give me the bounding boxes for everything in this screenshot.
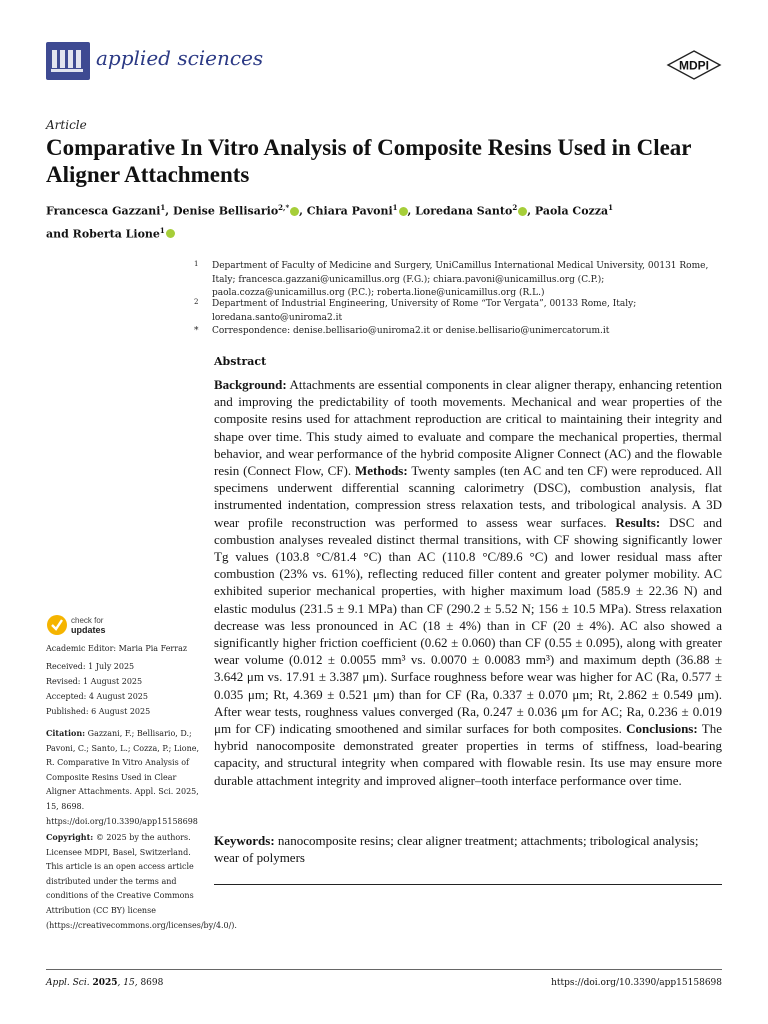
footer-doi-link[interactable]: https://doi.org/10.3390/app15158698 — [551, 978, 722, 988]
orcid-icon[interactable] — [166, 229, 175, 238]
author-name[interactable]: Loredana Santo — [415, 204, 513, 218]
abstract-body: Background: Attachments are essential components in clear aligner therapy, enhancing retention and improving the predictability of tooth movements. Mechanical and wear properties of the composite resins used for attachment reproduction are critical to maintaining their integrity and shape over time. This study aimed to evaluate and compare the mechanical properties, thermal behavior, and wear performance of the hybrid composite Aligner Connect (AC) and the flowable resin (Connect Flow, CF). Methods: Twenty samples (ten AC and ten CF) were reproduced. All specimens underwent differential scanning calorimetry (DSC), combustion analysis, flat instrumented indentation, compression stress relaxation tests, and tribological analysis. A 3D wear profile reconstruction was performed to assess wear surfaces. Results: DSC and combustion analyses revealed distinct thermal transitions, with CF showing significantly lower Tg values (103.8 °C/81.4 °C) than AC (110.8 °C/89.6 °C) and lower residual mass after combustion (23% vs. 61%), reflecting reduced filler content and greater polymer mobility. AC exhibited superior mechanical properties, with higher maximum load (585.9 ± 22.36 N) and elastic modulus (231.5 ± 9.1 MPa) than CF (290.2 ± 5.52 N; 156 ± 10.5 MPa). Stress relaxation decrease was less pronounced in AC (18 ± 4%) than in CF (20 ± 4%). AC also showed a significantly higher friction coefficient (0.62 ± 0.060) than CF (0.55 ± 0.095), along with greater wear volume (0.012 ± 0.0055 mm³ vs. 0.0070 ± 0.0083 mm³) and maximum depth (36.88 ± 3.642 μm vs. 17.91 ± 3.387 μm). Surface roughness before wear was higher for AC (Ra, 0.577 ± 0.035 μm; Rt, 4.369 ± 0.521 μm) than for CF (Ra, 0.337 ± 0.070 μm; Rt, 2.862 ± 0.549 μm). After wear tests, roughness values converged (Ra, 0.247 ± 0.036 μm for AC; Ra, 0.236 ± 0.019 μm for CF) indicating smoothened and similar surfaces for both composites. Conclusions: The hybrid nanocomposite demonstrated greater properties in terms of stiffness, load-bearing capacity, and structural integrity when compared with flowable resin. Its use may ensure more durable attachment integrity and improved aligner–tooth interface performance over time. — [214, 377, 723, 788]
svg-text:updates: updates — [71, 625, 106, 635]
published-date: Published: 6 August 2025 — [46, 707, 151, 716]
svg-text:check for: check for — [71, 616, 104, 625]
affiliation-1: 1 Department of Faculty of Medicine and Surgery, UniCamillus International Medical University, 00131 Rome, Italy; francesca.gazzani@unicamillus.org (F.G.); chiara.pavoni@unicamillus.org (C.P.); paola.cozza@unicamillus.org (P.C.); roberta.lione@unicamillus.org (R.L.) — [194, 260, 709, 298]
author-name[interactable]: Chiara Pavoni — [306, 204, 393, 218]
footer-divider — [46, 969, 722, 970]
academic-editor: Academic Editor: Maria Pia Ferraz — [46, 644, 188, 653]
author-name[interactable]: Roberta Lione — [72, 227, 160, 241]
mdpi-logo[interactable] — [666, 50, 722, 84]
footer-citation: Appl. Sci. 2025, 15, 8698 — [46, 978, 164, 988]
received-date: Received: 1 July 2025 — [46, 662, 135, 671]
author-list: Francesca Gazzani$^1$, Denise Bellisario$^{2,*}$ , Chiara Pavoni$^1$ , Loredana Santo$^2$ , Paola Cozza$^1$ and Roberta Lione$^1$ — [46, 203, 614, 241]
journal-logo-icon — [46, 42, 90, 80]
copyright: Copyright: © 2025 by the authors. Licensee MDPI, Basel, Switzerland. This article is an open access article distributed under the terms and conditions of the Creative Commons Attribution (CC BY) license (https://creativecommons.org/licenses/by/4.0/). — [46, 832, 237, 930]
affiliation-2: 2 Department of Industrial Engineering, University of Rome “Tor Vergata”, 00133 Rome, Italy; loredana.santo@uniroma2.it — [194, 298, 637, 323]
author-name[interactable]: Paola Cozza — [534, 204, 609, 218]
author-name[interactable]: Francesca Gazzani — [46, 204, 161, 218]
keywords: Keywords: nanocomposite resins; clear aligner treatment; attachments; tribological analysis; wear of polymers — [214, 833, 699, 866]
svg-text:MDPI: MDPI — [679, 58, 709, 73]
author-name[interactable]: Denise Bellisario — [172, 204, 279, 218]
check-for-updates-button[interactable] — [46, 612, 126, 642]
orcid-icon[interactable] — [290, 207, 299, 216]
article-type: Article — [46, 118, 87, 132]
article-title: Comparative In Vitro Analysis of Composite Resins Used in Clear Aligner Attachments — [46, 135, 692, 187]
citation: Citation: Gazzani, F.; Bellisario, D.; Pavoni, C.; Santo, L.; Cozza, P.; Lione, R. Comparative In Vitro Analysis of Composite Resins Used in Clear Aligner Attachments. Appl. Sci. 2025, 15, 8698. https://doi.org/10.3390/app15158698 — [46, 728, 200, 826]
journal-name: applied sciences — [96, 46, 264, 70]
revised-date: Revised: 1 August 2025 — [46, 677, 143, 686]
orcid-icon[interactable] — [518, 207, 527, 216]
accepted-date: Accepted: 4 August 2025 — [46, 692, 148, 701]
correspondence: * Correspondence: denise.bellisario@uniroma2.it or denise.bellisario@unimercatorum.it — [194, 326, 610, 336]
divider — [214, 884, 722, 885]
orcid-icon[interactable] — [399, 207, 408, 216]
abstract-heading: Abstract — [214, 355, 267, 368]
